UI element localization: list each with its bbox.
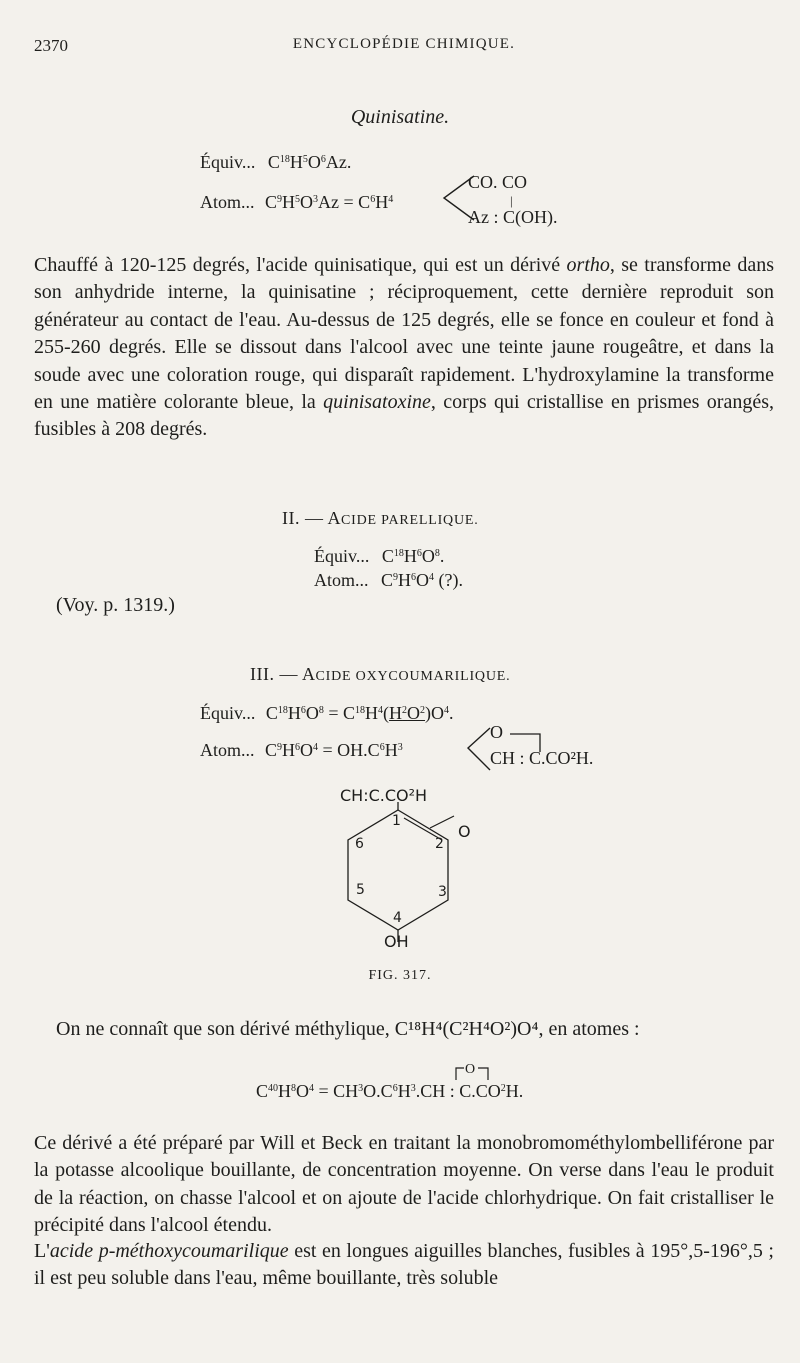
text-run: est en longues aiguilles blanches, fusibles à 195°,5-196°,5 ; il est peu soluble dans l'eau, même bouillante, très soluble (34, 1240, 774, 1290)
branch-bottom: Az : C(OH). (468, 207, 558, 227)
atom-label: Atom... (200, 192, 255, 212)
section-name: CIDE PARELLIQUE. (341, 513, 479, 528)
paragraph-methoxy-acid (34, 1238, 774, 1293)
ring-position: 1 (392, 813, 401, 829)
italic-run: acide p-méthoxycoumarilique (49, 1240, 289, 1262)
text-run: , se transforme dans son anhydride interne, la quinisatine ; réciproquement, cette dernière reproduit son générateur au contact de l'eau. Au-dessus de 125 degrés, elle se fonce en couleur et fond à 255-260 degrés. Elle se dissout dans l'alcool avec une teinte jaune rougeâtre, et dans la soude avec une coloration rouge, qui disparaît rapidement. L'hydroxylamine la transforme en une matière colorante bleue, la (34, 254, 774, 414)
section-title-parellique (282, 508, 479, 529)
equiv-label: Équiv... (314, 546, 370, 566)
oxycoumarilique-atom-formula: Atom... $C^9H^6O^4 = OH.C^6H^3$ (200, 740, 403, 760)
ring-position: 5 (356, 882, 365, 898)
ring-oxygen: O (490, 722, 503, 742)
ring-position: 2 (435, 836, 444, 852)
figure-oh-label: OH (384, 932, 409, 951)
paragraph-preparation: Ce dérivé a été préparé par Will et Beck en traitant la monobromométhylombelliférone par la potasse alcoolique bouillante, de concentration moyenne. On verse dans l'eau le produit de la réaction, on chasse l'alcool et on ajoute de l'acide chlorhydrique. On fait cristalliser le précipité dans l'alcool étendu. (34, 1132, 774, 1237)
text-run: L' (34, 1240, 50, 1262)
equiv-label: Équiv... (200, 703, 256, 723)
reference-voy: (Voy. p. 1319.) (56, 594, 175, 616)
paragraph-quinisatine (34, 252, 774, 444)
text-run: , corps qui cristallise en prismes orangés, fusibles à 208 degrés. (34, 391, 774, 441)
section-numeral: II. — A (282, 508, 341, 528)
running-title: ENCYCLOPÉDIE CHIMIQUE. (292, 36, 516, 52)
parellique-atom-formula: Atom... $C^9H^6O^4$ (?). (314, 570, 464, 590)
figure-o-label: O (458, 822, 471, 841)
methyl-atom-formula: $C^{40}H^8O^4 = CH^3O.C^6H^3.CH$ : $C.CO^2H$. (256, 1081, 524, 1101)
section-name: CIDE OXYCOUMARILIQUE. (315, 669, 511, 684)
italic-run: ortho (566, 254, 610, 276)
svg-text:O: O (465, 1062, 476, 1077)
equiv-label: Équiv... (200, 152, 256, 172)
page-header (34, 36, 774, 60)
oxycoumarilique-equiv-formula: Équiv... $C^{18}H^6O^8 = C^{18}H^4(H^2O^2)O^4$. (200, 703, 454, 723)
text-run: Chauffé à 120-125 degrés, l'acide quinisatique, qui est un dérivé (34, 254, 567, 276)
quinisatine-equiv-formula: Équiv... $C^{18}H^5O^6Az$. (200, 152, 352, 172)
quinisatine-atom-formula: Atom... $C^9H^5O^3Az = C^6H^4$ (200, 192, 394, 212)
section-title-quinisatine: Quinisatine. (350, 106, 450, 128)
atom-label: Atom... (314, 570, 369, 590)
section-numeral: III. — A (250, 664, 316, 684)
paragraph-methyl-derivative: On ne connaît que son dérivé méthylique, C¹⁸H⁴(C²H⁴O²)O⁴, en atomes : (56, 1018, 640, 1040)
methyl-ring-bond (452, 1062, 492, 1082)
ring-position: 4 (393, 910, 402, 926)
branch-top: CO. CO (468, 172, 528, 192)
ring-position: 3 (438, 884, 447, 900)
atom-tail: CH : C.CO²H. (490, 748, 594, 768)
atom-label: Atom... (200, 740, 255, 760)
atom-suffix: (?). (438, 570, 464, 590)
page-number: 2370 (34, 36, 68, 55)
figure-top-group: CH:C.CO²H (340, 786, 428, 805)
italic-run: quinisatoxine (323, 391, 431, 414)
figure-caption: FIG. 317. (368, 968, 432, 983)
section-title-oxycoumarilique (250, 664, 510, 685)
ring-position: 6 (355, 836, 364, 852)
bond-line: | (510, 193, 513, 208)
parellique-equiv-formula: Équiv... $C^{18}H^6O^8$. (314, 546, 445, 566)
